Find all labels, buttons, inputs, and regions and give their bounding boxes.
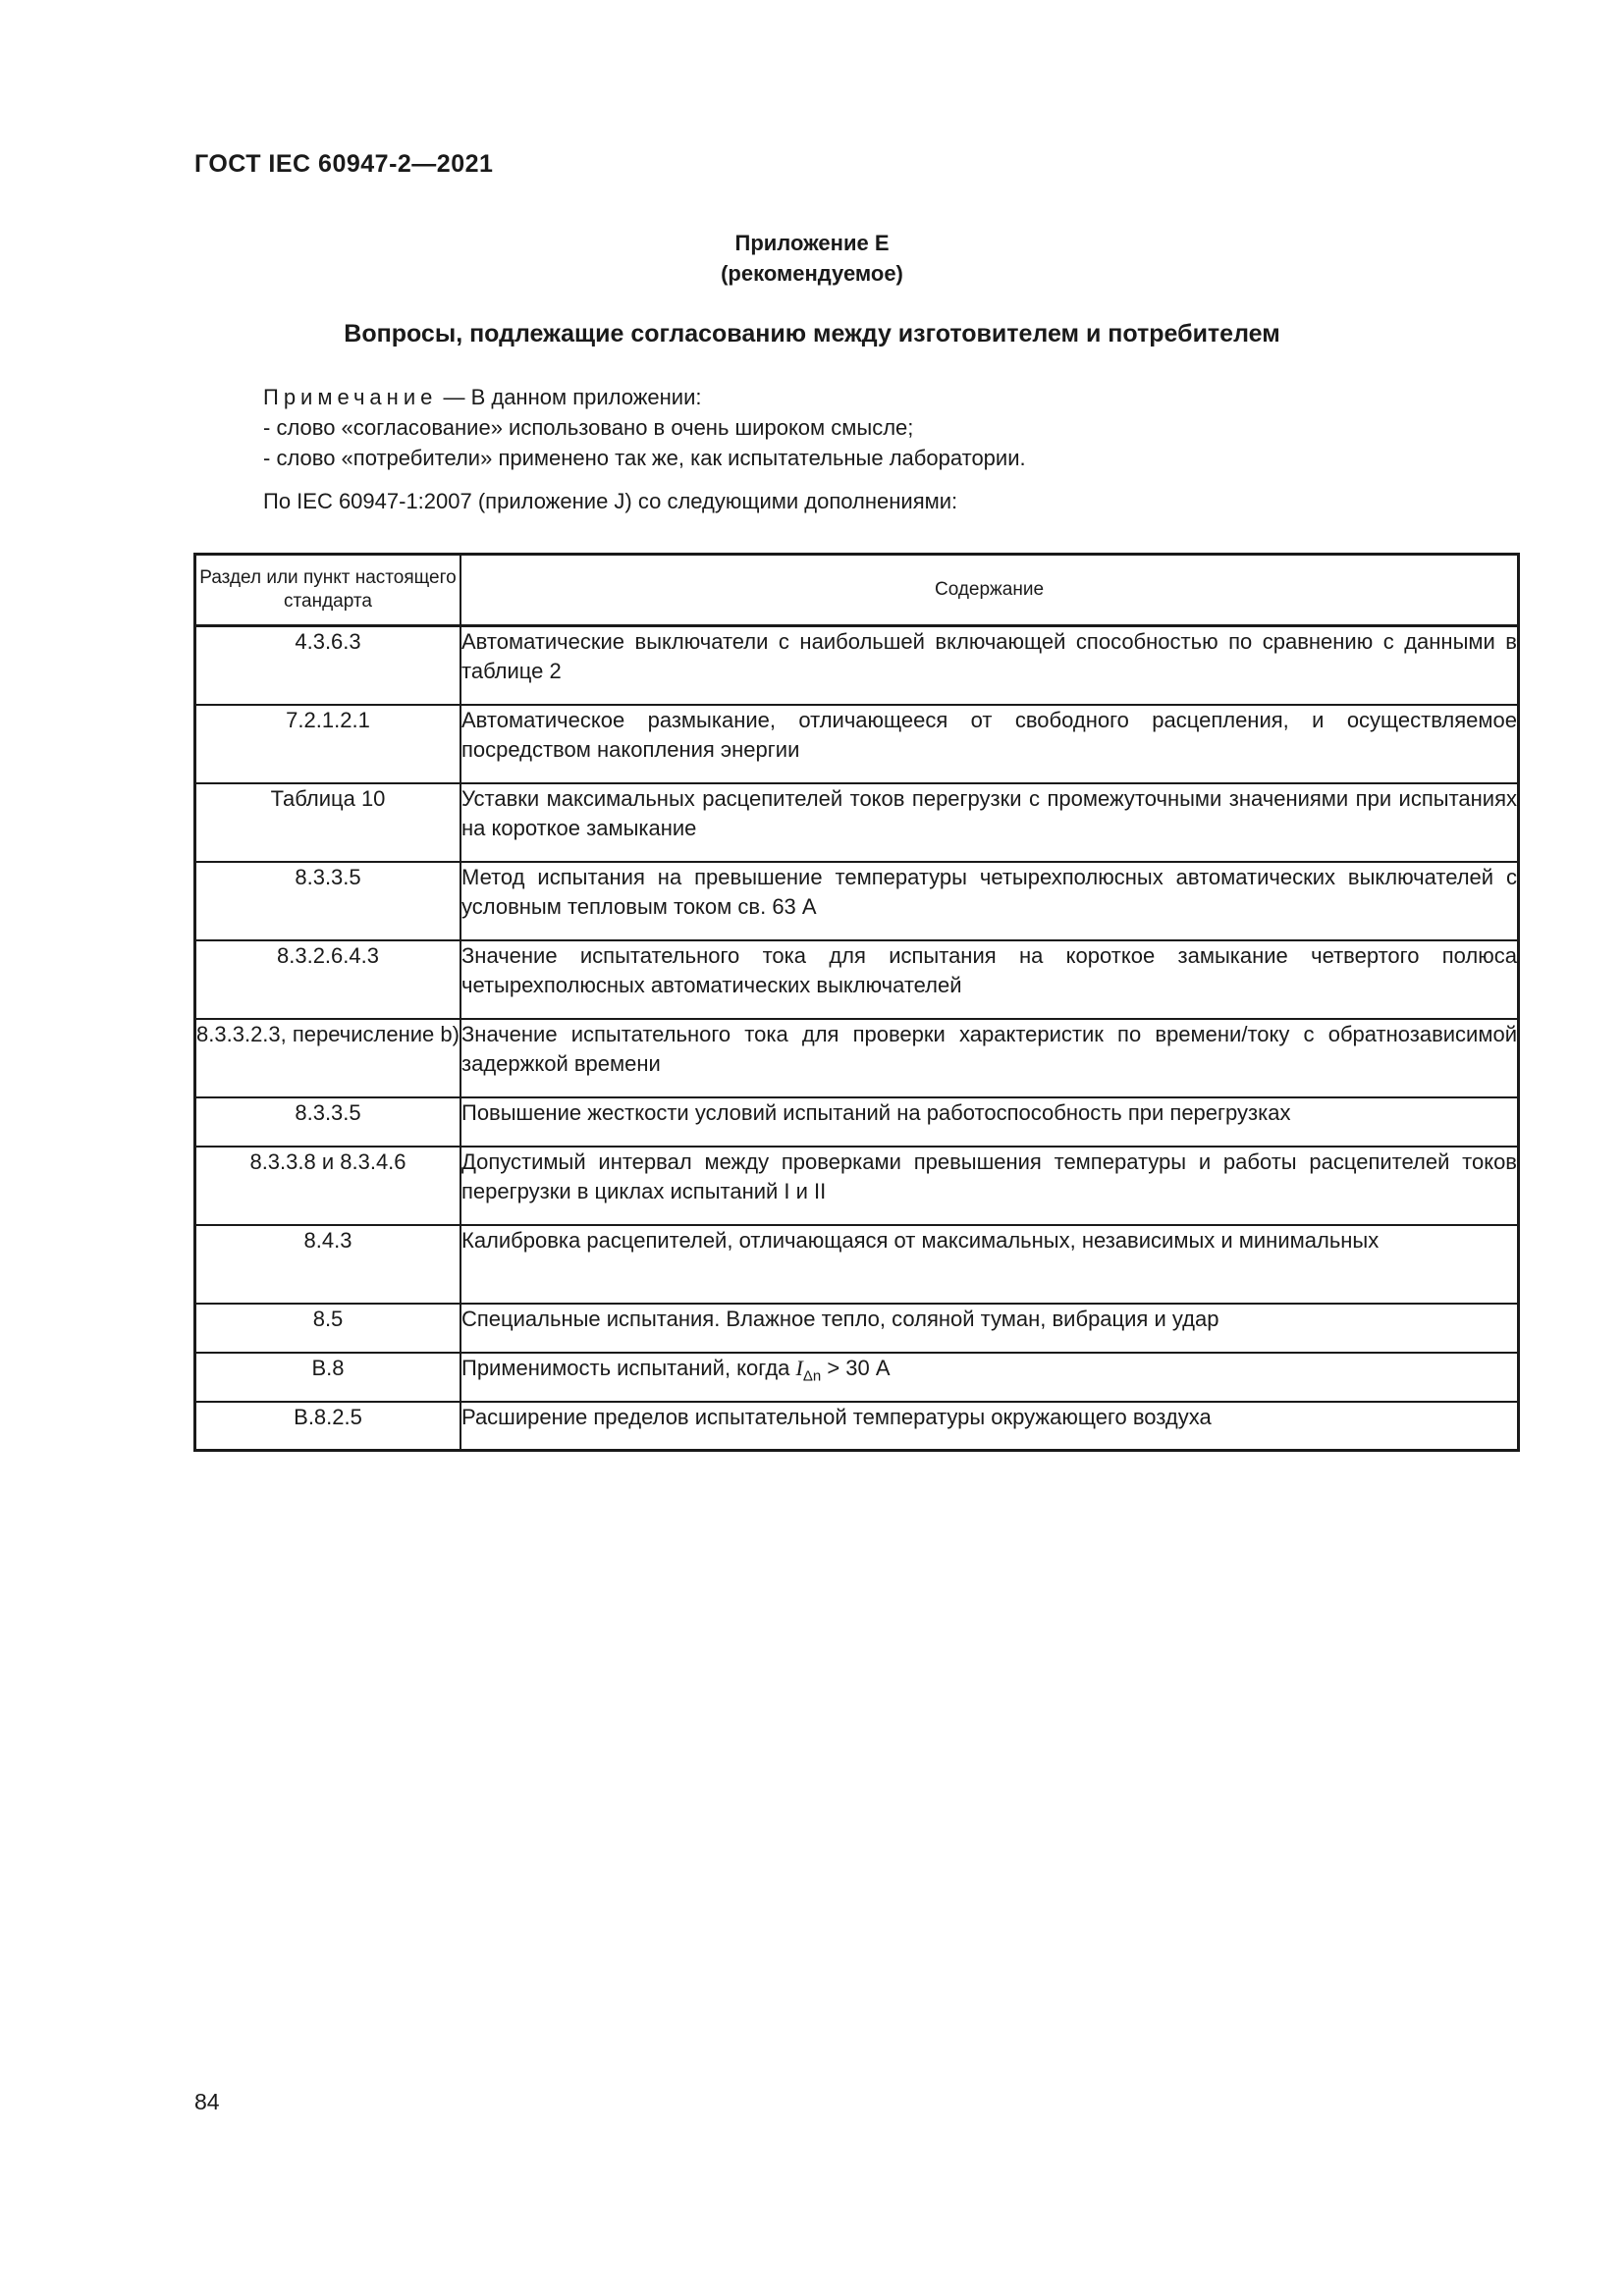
table-body <box>195 626 1519 1451</box>
current-symbol: I <box>795 1355 803 1380</box>
content-prefix: Применимость испытаний, когда <box>461 1355 796 1380</box>
cell-section: Таблица 10 <box>195 783 461 862</box>
table-row <box>195 1304 1519 1353</box>
table-row <box>195 783 1519 862</box>
cell-content: Калибровка расцепителей, отличающаяся от максимальных, независимых и минимальных <box>460 1225 1519 1304</box>
appendix-title: Приложение Е <box>734 231 890 255</box>
cell-content: Повышение жесткости условий испытаний на работоспособность при перегрузках <box>460 1097 1519 1147</box>
table-header-row <box>195 555 1519 626</box>
note-label: Примечание <box>263 385 438 409</box>
cell-content: Значение испытательного тока для проверки характеристик по времени/току с обратнозависимой задержкой времени <box>460 1019 1519 1097</box>
cell-content <box>460 1353 1519 1402</box>
table-row <box>195 940 1519 1019</box>
cell-content: Специальные испытания. Влажное тепло, соляной туман, вибрация и удар <box>460 1304 1519 1353</box>
cell-content: Уставки максимальных расцепителей токов перегрузки с промежуточными значениями при испытаниях на короткое замыкание <box>460 783 1519 862</box>
note-block <box>263 382 1026 473</box>
cell-content: Автоматические выключатели с наибольшей включающей способностью по сравнению с данными в таблице 2 <box>460 626 1519 705</box>
note-item-1: - слово «согласование» использовано в очень широком смысле; <box>263 415 914 440</box>
cell-section: 8.3.3.5 <box>195 1097 461 1147</box>
cell-content: Расширение пределов испытательной температуры окружающего воздуха <box>460 1402 1519 1451</box>
cell-section: 8.3.3.8 и 8.3.4.6 <box>195 1147 461 1225</box>
table-row <box>195 1097 1519 1147</box>
cell-section: В.8 <box>195 1353 461 1402</box>
table-row <box>195 1019 1519 1097</box>
table-row <box>195 862 1519 940</box>
appendix-heading: Вопросы, подлежащие согласованию между изготовителем и потребителем <box>344 320 1280 347</box>
appendix-title-block <box>0 228 1624 289</box>
cell-section: 8.3.3.2.3, перечисление b) <box>195 1019 461 1097</box>
intro-text: По IEC 60947-1:2007 (приложение J) со следующими дополнениями: <box>263 489 958 513</box>
header-section: Раздел или пункт настоящего стандарта <box>195 555 461 626</box>
table-row <box>195 1402 1519 1451</box>
note-intro-line <box>263 382 1026 412</box>
note-item-2: - слово «потребители» применено так же, как испытательные лаборатории. <box>263 446 1026 470</box>
appendix-status: (рекомендуемое) <box>721 261 903 286</box>
document-code: ГОСТ IEC 60947-2—2021 <box>194 150 494 178</box>
cell-section: 7.2.1.2.1 <box>195 705 461 783</box>
table-row <box>195 1147 1519 1225</box>
cell-section: В.8.2.5 <box>195 1402 461 1451</box>
page-number: 84 <box>194 2089 220 2114</box>
current-subscript: Δn <box>802 1366 822 1384</box>
cell-section: 8.5 <box>195 1304 461 1353</box>
table-row <box>195 1225 1519 1304</box>
cell-section: 8.3.3.5 <box>195 862 461 940</box>
cell-content: Метод испытания на превышение температуры четырехполюсных автоматических выключателей с условным тепловым током св. 63 А <box>460 862 1519 940</box>
cell-section: 4.3.6.3 <box>195 626 461 705</box>
table-row <box>195 1353 1519 1402</box>
table-row <box>195 626 1519 705</box>
cell-content: Автоматическое размыкание, отличающееся от свободного расцепления, и осуществляемое посредством накопления энергии <box>460 705 1519 783</box>
content-suffix: > 30 А <box>821 1355 891 1380</box>
note-intro: — В данном приложении: <box>437 385 702 409</box>
cell-section: 8.4.3 <box>195 1225 461 1304</box>
cell-section: 8.3.2.6.4.3 <box>195 940 461 1019</box>
cell-content: Допустимый интервал между проверками превышения температуры и работы расцепителей токов перегрузки в циклах испытаний I и II <box>460 1147 1519 1225</box>
header-content: Содержание <box>460 555 1519 626</box>
cell-content: Значение испытательного тока для испытания на короткое замыкание четвертого полюса четырехполюсных автоматических выключателей <box>460 940 1519 1019</box>
table-row <box>195 705 1519 783</box>
agreement-table <box>193 553 1520 1452</box>
